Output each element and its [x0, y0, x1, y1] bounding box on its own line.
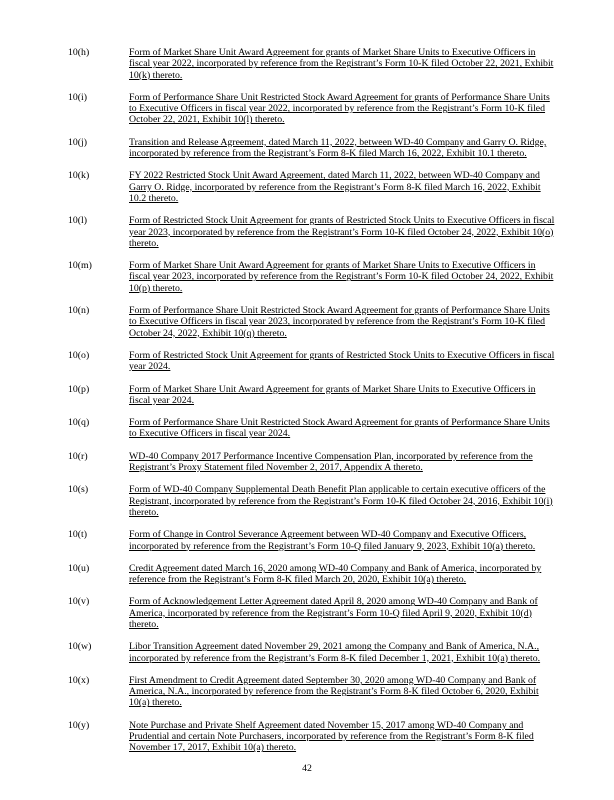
- exhibit-link[interactable]: Libor Transition Agreement dated November 29, 2021 among the Company and Bank of America, N.A., incorporated by reference from the Registrant’s Form 8-K filed December 1, 2021, Exhibit 10(a) thereto.: [129, 641, 541, 664]
- exhibit-link[interactable]: Form of Performance Share Unit Restricted Stock Award Agreement for grants of Performance Share Units to Executive Officers in fiscal year 2024.: [129, 417, 550, 440]
- exhibit-row: [68, 215, 556, 249]
- exhibit-row: [68, 641, 556, 664]
- exhibit-number: 10(v): [68, 596, 90, 608]
- exhibit-row: [68, 417, 556, 440]
- exhibit-row: [68, 563, 556, 586]
- exhibit-description: [129, 417, 556, 440]
- exhibit-row: [68, 529, 556, 552]
- exhibit-number: 10(l): [68, 215, 88, 227]
- exhibit-number: 10(w): [68, 641, 92, 653]
- exhibit-description: [129, 215, 556, 249]
- exhibit-row: [68, 47, 556, 81]
- exhibit-row: [68, 92, 556, 126]
- exhibit-description: [129, 451, 556, 474]
- exhibit-number: 10(u): [68, 562, 90, 574]
- exhibit-link[interactable]: Form of Restricted Stock Unit Agreement for grants of Restricted Stock Units to Executive Officers in fiscal year 2024.: [129, 349, 555, 373]
- exhibit-number: 10(t): [68, 529, 88, 541]
- exhibit-number: 10(o): [68, 349, 90, 361]
- exhibit-number: 10(h): [68, 47, 90, 58]
- exhibit-link[interactable]: Form of Acknowledgement Letter Agreement dated April 8, 2020 among WD-40 Company and Bank of America, incorporated by reference from the Registrant’s Form 10-Q filed April 9, 2020, Exhibit 10(d) thereto.: [129, 596, 538, 630]
- exhibit-row: [68, 451, 556, 474]
- exhibit-description: [129, 47, 556, 81]
- exhibit-link[interactable]: Credit Agreement dated March 16, 2020 among WD-40 Company and Bank of America, incorporated by reference from the Registrant’s Form 8-K filed March 20, 2020, Exhibit 10(a) thereto.: [129, 562, 542, 586]
- exhibit-number: 10(r): [68, 450, 88, 462]
- exhibit-description: [129, 384, 556, 407]
- exhibit-row: [68, 305, 556, 339]
- exhibit-link[interactable]: Transition and Release Agreement, dated March 11, 2022, between WD-40 Company and Garry O. Ridge, incorporated by reference from the Registrant’s Form 8-K filed March 16, 2022, Exhibit 10.1 thereto.: [129, 136, 547, 160]
- exhibit-link[interactable]: Note Purchase and Private Shelf Agreement dated November 15, 2017 among WD-40 Company and Prudential and certain Note Purchasers, incorporated by reference from the Registrant’s Form 8-K filed November 17, 2017, Exhibit 10(a) thereto.: [129, 719, 534, 754]
- exhibit-number: 10(s): [68, 484, 89, 496]
- exhibit-number: 10(i): [68, 91, 88, 103]
- exhibit-row: [68, 260, 556, 294]
- exhibit-description: [129, 305, 556, 339]
- exhibit-number: 10(p): [68, 383, 90, 395]
- exhibit-number: 10(n): [68, 305, 90, 317]
- exhibit-description: [129, 720, 556, 754]
- exhibit-link[interactable]: Form of Performance Share Unit Restricted Stock Award Agreement for grants of Performance Share Units to Executive Officers in fiscal year 2023, incorporated by reference from the Registrant’s Form 10-K filed October 24, 2022, Exhibit 10(q) thereto.: [129, 305, 550, 339]
- exhibit-description: [129, 260, 556, 294]
- exhibit-description: [129, 137, 556, 160]
- exhibit-number: 10(j): [68, 136, 88, 148]
- exhibit-description: [129, 641, 556, 664]
- exhibit-number: 10(m): [68, 260, 92, 272]
- exhibit-link[interactable]: Form of Market Share Unit Award Agreement for grants of Market Share Units to Executive Officers in fiscal year 2022, incorporated by reference from the Registrant’s Form 10-K filed October 22, 2021, Exhibit 10(k) thereto.: [129, 47, 554, 81]
- exhibit-row: [68, 675, 556, 709]
- exhibit-link[interactable]: FY 2022 Restricted Stock Unit Award Agreement, dated March 11, 2022, between WD-40 Company and Garry O. Ridge, incorporated by reference from the Registrant’s Form 8-K filed March 16, 2022, Exhibit 10.2 thereto.: [129, 170, 541, 204]
- exhibit-description: [129, 563, 556, 586]
- exhibit-row: [68, 350, 556, 373]
- exhibit-description: [129, 170, 556, 204]
- exhibit-link[interactable]: First Amendment to Credit Agreement dated September 30, 2020 among WD-40 Company and Bank of America, N.A., incorporated by reference from the Registrant’s Form 8-K filed October 6, 2020, Exhibit 10(a) thereto.: [129, 674, 539, 709]
- exhibit-link[interactable]: Form of Market Share Unit Award Agreement for grants of Market Share Units to Executive Officers in fiscal year 2023, incorporated by reference from the Registrant’s Form 10-K filed October 24, 2022, Exhibit 10(p) thereto.: [129, 260, 554, 294]
- exhibit-number: 10(x): [68, 674, 90, 686]
- exhibit-link[interactable]: Form of Performance Share Unit Restricted Stock Award Agreement for grants of Performance Share Units to Executive Officers in fiscal year 2022, incorporated by reference from the Registrant’s Form 10-K filed October 22, 2021, Exhibit 10(l) thereto.: [129, 91, 550, 126]
- exhibit-link[interactable]: Form of Restricted Stock Unit Agreement for grants of Restricted Stock Units to Executive Officers in fiscal year 2023, incorporated by reference from the Registrant’s Form 10-K filed October 24, 2022, Exhibit 10(o) thereto.: [129, 215, 555, 249]
- exhibit-description: [129, 484, 556, 518]
- exhibit-list: [68, 47, 556, 765]
- exhibit-link[interactable]: Form of Change in Control Severance Agreement between WD-40 Company and Executive Officers, incorporated by reference from the Registrant’s Form 10-Q filed January 9, 2023, Exhibit 10(a) thereto.: [129, 529, 536, 552]
- exhibit-row: [68, 384, 556, 407]
- exhibit-description: [129, 350, 556, 373]
- exhibit-link[interactable]: Form of Market Share Unit Award Agreement for grants of Market Share Units to Executive Officers in fiscal year 2024.: [129, 383, 536, 406]
- exhibit-link[interactable]: Form of WD-40 Company Supplemental Death Benefit Plan applicable to certain executive officers of the Registrant, incorporated by reference from the Registrant’s Form 10-K filed October 24, 2016, Exhibit 10(i) thereto.: [129, 484, 553, 518]
- exhibit-number: 10(q): [68, 417, 90, 429]
- page-number: 42: [302, 763, 312, 774]
- exhibit-number: 10(k): [68, 170, 90, 182]
- exhibit-number: 10(y): [68, 719, 90, 731]
- exhibit-row: [68, 720, 556, 754]
- exhibit-description: [129, 529, 556, 552]
- exhibit-description: [129, 596, 556, 630]
- exhibit-row: [68, 137, 556, 160]
- exhibit-description: [129, 92, 556, 126]
- exhibit-row: [68, 170, 556, 204]
- exhibit-row: [68, 596, 556, 630]
- exhibit-row: [68, 484, 556, 518]
- exhibit-description: [129, 675, 556, 709]
- exhibit-link[interactable]: WD-40 Company 2017 Performance Incentive Compensation Plan, incorporated by reference from the Registrant’s Proxy Statement filed November 2, 2017, Appendix A thereto.: [129, 450, 533, 474]
